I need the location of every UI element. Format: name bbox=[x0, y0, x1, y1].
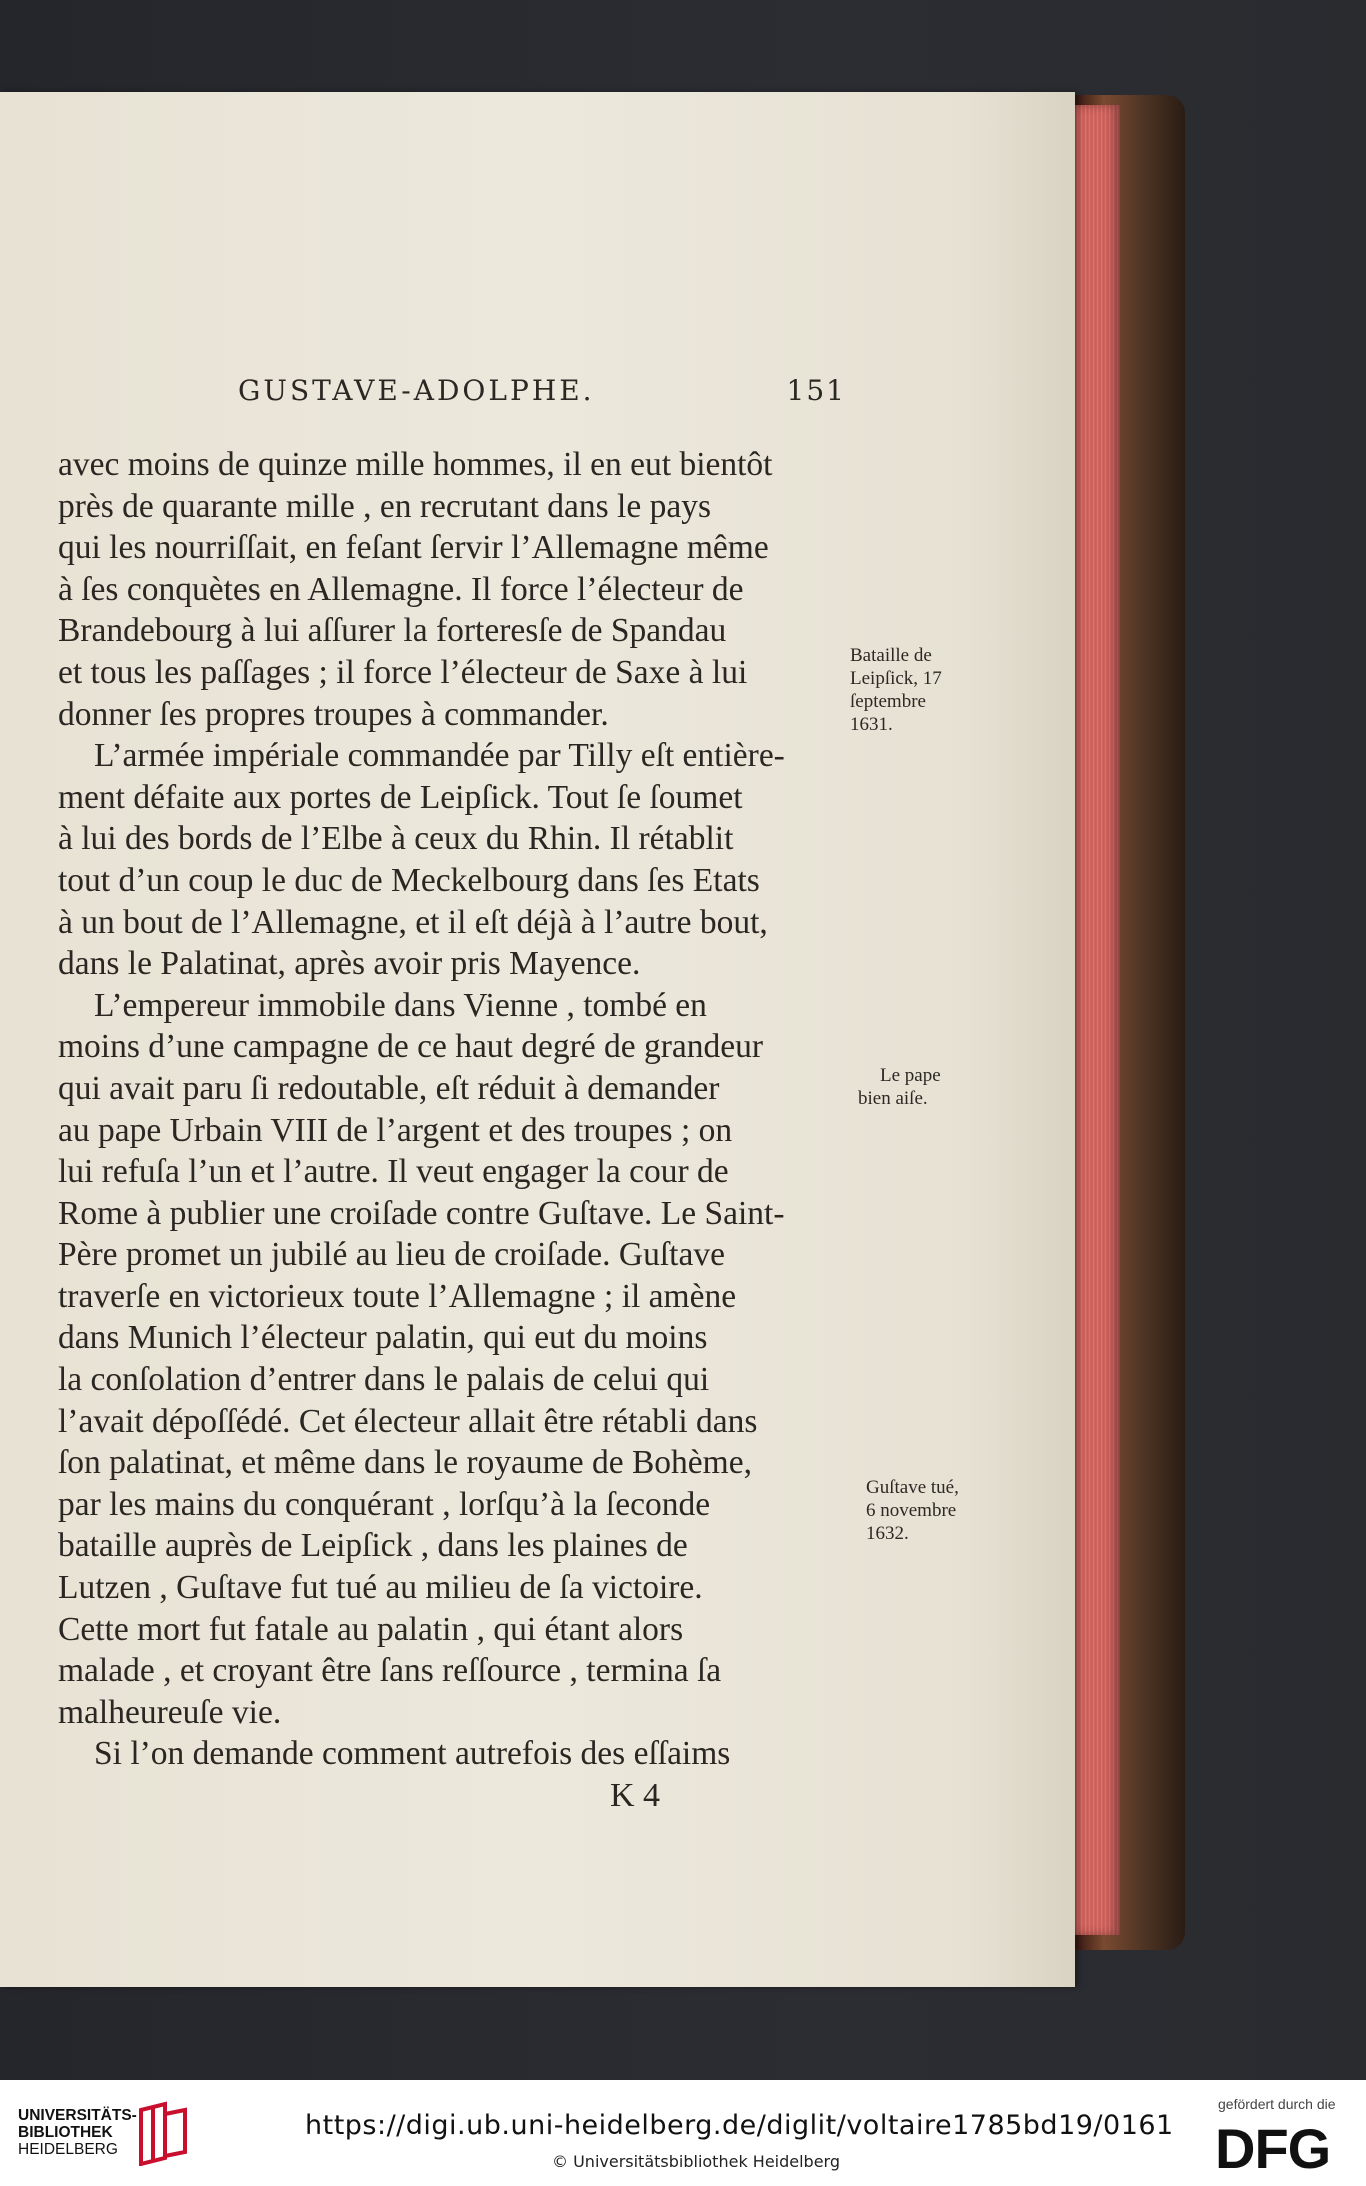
text-line: Si l’on demande comment autrefois des eſſaims bbox=[94, 1735, 731, 1773]
text-line: dans Munich l’électeur palatin, qui eut du moins bbox=[58, 1319, 708, 1357]
marginal-line: Leipſick, 17 bbox=[850, 668, 942, 689]
text-line: moins d’une campagne de ce haut degré de grandeur bbox=[58, 1028, 764, 1066]
marginal-line: Bataille de bbox=[850, 645, 932, 666]
text-line: malheureuſe vie. bbox=[58, 1693, 282, 1731]
text-line: Rome à publier une croiſade contre Guſtave. Le Saint- bbox=[58, 1194, 785, 1232]
library-name-line: HEIDELBERG bbox=[18, 2141, 118, 2158]
text-line: Cette mort fut fatale au palatin , qui étant alors bbox=[58, 1610, 684, 1648]
running-head bbox=[238, 374, 858, 414]
text-line: L’armée impériale commandée par Tilly eſt entière- bbox=[94, 737, 785, 775]
library-logo-text bbox=[18, 2107, 137, 2158]
text-line: à ſes conquètes en Allemagne. Il force l’électeur de bbox=[58, 570, 744, 608]
text-line: donner ſes propres troupes à commander. bbox=[58, 695, 609, 733]
text-line: l’avait dépoſſédé. Cet électeur allait être rétabli dans bbox=[58, 1402, 758, 1440]
copyright-note: © Universitätsbibliothek Heidelberg bbox=[552, 2152, 841, 2171]
marginal-line: 1632. bbox=[866, 1523, 909, 1544]
running-title: GUSTAVE-ADOLPHE. bbox=[238, 374, 595, 407]
text-line: bataille auprès de Leipſick , dans les plaines de bbox=[58, 1527, 688, 1565]
library-name-line: BIBLIOTHEK bbox=[18, 2124, 113, 2141]
marginal-line: bien aiſe. bbox=[858, 1088, 928, 1109]
marginal-note-pape bbox=[858, 1064, 1030, 1110]
text-line: la conſolation d’entrer dans le palais de celui qui bbox=[58, 1361, 710, 1399]
text-line: et tous les paſſages ; il force l’électeur de Saxe à lui bbox=[58, 653, 748, 691]
marginal-line: 1631. bbox=[850, 714, 893, 735]
text-line: traverſe en victorieux toute l’Allemagne ; il amène bbox=[58, 1277, 737, 1315]
text-line: à un bout de l’Allemagne, et il eſt déjà à l’autre bout, bbox=[58, 903, 768, 941]
paragraph bbox=[58, 444, 858, 735]
text-line: ment défaite aux portes de Leipſick. Tout ſe ſoumet bbox=[58, 778, 743, 816]
dfg-logo: DFG bbox=[1215, 2117, 1331, 2180]
text-line: par les mains du conquérant , lorſqu’à la ſeconde bbox=[58, 1485, 711, 1523]
red-page-edges bbox=[1070, 105, 1120, 1935]
signature-mark: K 4 bbox=[610, 1777, 661, 1814]
text-line: malade , et croyant être ſans reſſource , termina ſa bbox=[58, 1652, 722, 1690]
viewer-footer bbox=[0, 2080, 1366, 2186]
marginal-line: 6 novembre bbox=[866, 1500, 957, 1521]
paragraph bbox=[58, 735, 858, 985]
text-line: à lui des bords de l’Elbe à ceux du Rhin. Il rétablit bbox=[58, 820, 734, 858]
text-line: près de quarante mille , en recrutant dans le pays bbox=[58, 487, 711, 525]
text-line: L’empereur immobile dans Vienne , tombé en bbox=[94, 986, 707, 1024]
marginal-line: ſeptembre bbox=[850, 691, 926, 712]
text-line: Lutzen , Guſtave fut tué au milieu de ſa victoire. bbox=[58, 1569, 703, 1607]
permalink-url[interactable]: https://digi.ub.uni-heidelberg.de/diglit/voltaire1785bd19/0161 bbox=[305, 2110, 1174, 2141]
marginal-note-bataille bbox=[850, 644, 1000, 736]
text-line: avec moins de quinze mille hommes, il en eut bientôt bbox=[58, 446, 773, 483]
text-line: tout d’un coup le duc de Meckelbourg dans ſes Etats bbox=[58, 861, 760, 899]
marginal-note-gustave bbox=[866, 1476, 1016, 1545]
page-number: 151 bbox=[786, 374, 846, 407]
funding-note: gefördert durch die bbox=[1218, 2096, 1336, 2112]
library-name-line: UNIVERSITÄTS- bbox=[18, 2107, 137, 2124]
book-page bbox=[0, 92, 1075, 1987]
marginal-line: Le pape bbox=[880, 1065, 941, 1086]
body-text bbox=[58, 444, 858, 1775]
text-line: Brandebourg à lui aſſurer la forteresſe de Spandau bbox=[58, 612, 727, 650]
text-line: qui les nourriſſait, en feſant ſervir l’Allemagne même bbox=[58, 529, 769, 567]
marginal-line: Guſtave tué, bbox=[866, 1477, 959, 1498]
paragraph bbox=[58, 1733, 858, 1775]
text-line: Père promet un jubilé au lieu de croiſade. Guſtave bbox=[58, 1236, 725, 1274]
text-line: ſon palatinat, et même dans le royaume de Bohème, bbox=[58, 1444, 752, 1482]
text-line: qui avait paru ſi redoutable, eſt réduit à demander bbox=[58, 1069, 720, 1107]
text-line: dans le Palatinat, après avoir pris Mayence. bbox=[58, 945, 641, 983]
library-emblem-icon bbox=[135, 2100, 191, 2166]
paragraph bbox=[58, 985, 858, 1734]
text-line: au pape Urbain VIII de l’argent et des troupes ; on bbox=[58, 1111, 733, 1149]
text-line: lui refuſa l’un et l’autre. Il veut engager la cour de bbox=[58, 1153, 729, 1191]
